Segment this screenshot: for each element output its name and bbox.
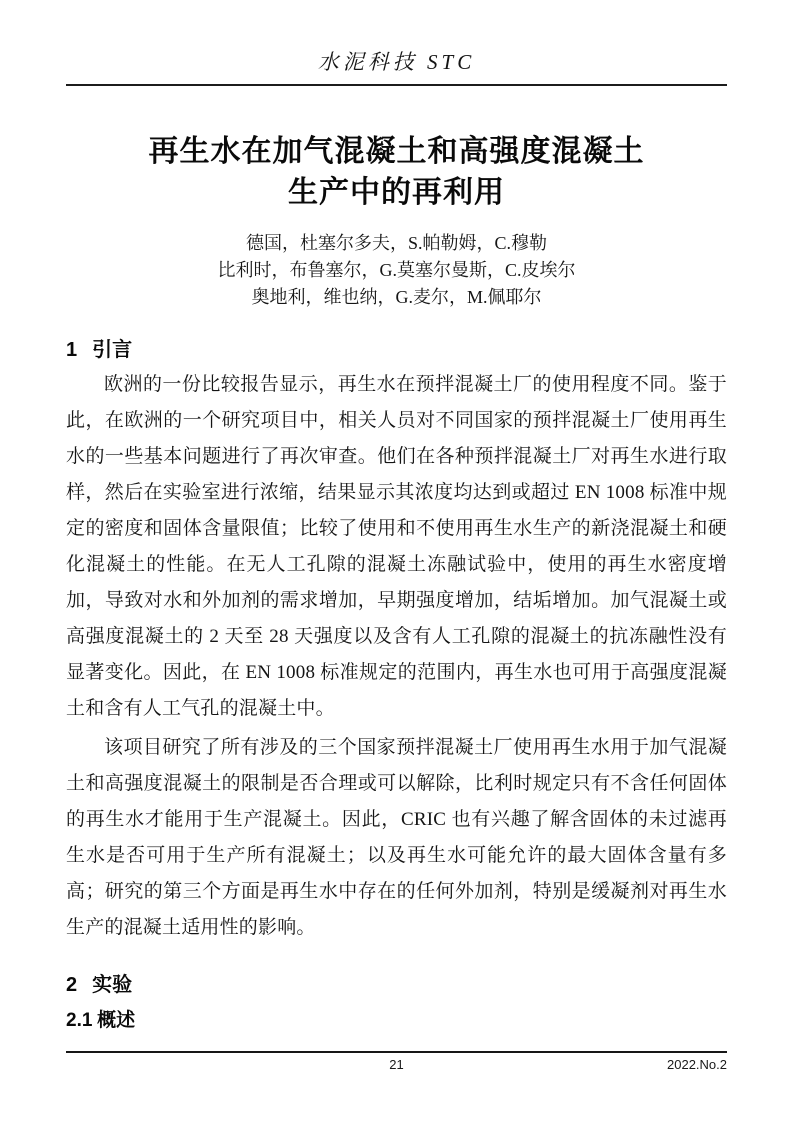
footer-row <box>66 1056 727 1073</box>
section-number: 1 <box>66 339 78 361</box>
author-line-belgium: 比利时，布鲁塞尔，G.莫塞尔曼斯，C.皮埃尔 <box>217 260 576 280</box>
page-footer <box>66 1051 727 1073</box>
article-title-line1: 再生水在加气混凝土和高强度混凝土 <box>148 135 645 168</box>
section-title: 引言 <box>92 339 133 361</box>
article-title-line2: 生产中的再利用 <box>288 176 505 209</box>
author-block <box>66 230 727 311</box>
page-number: 21 <box>389 1057 404 1072</box>
section-number: 2 <box>66 974 78 996</box>
running-head <box>66 0 727 86</box>
header-rule <box>66 84 727 86</box>
article-title <box>66 131 727 213</box>
journal-title: 水泥科技 STC <box>317 50 476 74</box>
subsection-number: 2.1 <box>66 1010 93 1031</box>
section-heading-introduction <box>66 336 727 364</box>
section-title: 实验 <box>92 974 133 996</box>
paragraph-intro-1: 欧洲的一份比较报告显示，再生水在预拌混凝土厂的使用程度不同。鉴于此，在欧洲的一个研究项目中，相关人员对不同国家的预拌混凝土厂使用再生水的一些基本问题进行了再次审查。他们在各种预拌混凝土厂对再生水进行取样，然后在实验室进行浓缩，结果显示其浓度均达到或超过 EN 1008 标准中规定的密度和固体含量限值；比较了使用和不使用再生水生产的新浇混凝土和硬化混凝土的性能。在无人工孔隙的混凝土冻融试验中，使用的再生水密度增加，导致对水和外加剂的需求增加，早期强度增加，结垢增加。加气混凝土或高强度混凝土的 2 天至 28 天强度以及含有人工孔隙的混凝土的抗冻融性没有显著变化。因此，在 EN 1008 标准规定的范围内，再生水也可用于高强度混凝土和含有人工气孔的混凝土中。 <box>66 374 727 719</box>
author-line-germany: 德国，杜塞尔多夫，S.帕勒姆，C.穆勒 <box>245 233 547 253</box>
author-line-austria: 奥地利，维也纳，G.麦尔，M.佩耶尔 <box>251 287 542 307</box>
section-heading-experiment <box>66 971 727 999</box>
issue-number: 2022.No.2 <box>667 1057 727 1072</box>
footer-rule <box>66 1051 727 1053</box>
subsection-heading-overview <box>66 1008 727 1034</box>
paragraph-intro-2: 该项目研究了所有涉及的三个国家预拌混凝土厂使用再生水用于加气混凝土和高强度混凝土的限制是否合理或可以解除，比利时规定只有不含任何固体的再生水才能用于生产混凝土。因此，CRIC 也有兴趣了解含固体的未过滤再生水是否可用于生产所有混凝土；以及再生水可能允许的最大固体含量有多高；研究的第三个方面是再生水中存在的任何外加剂，特别是缓凝剂对再生水生产的混凝土适用性的影响。 <box>66 737 727 938</box>
subsection-title: 概述 <box>97 1010 136 1031</box>
